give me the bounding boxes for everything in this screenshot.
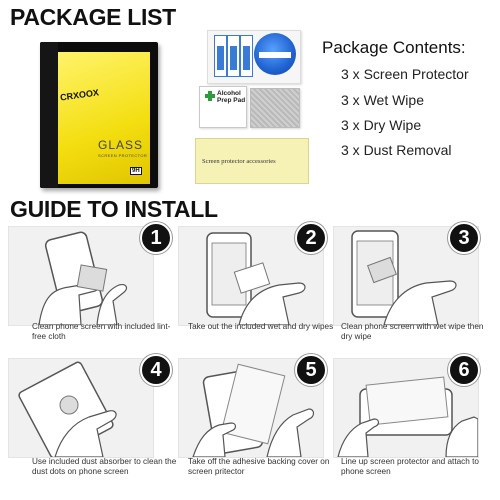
step-number-badge: 6: [448, 354, 480, 386]
envelope-label: Screen protector accessories: [202, 158, 276, 165]
accessories-envelope: [195, 138, 309, 184]
box-yellow-panel: [58, 52, 150, 184]
box-hardness: 9H: [132, 168, 140, 174]
step-4-illustration: [8, 358, 154, 458]
step-caption: Use included dust absorber to clean the dust dots on phone screen: [32, 457, 177, 476]
cleaning-cloth: [250, 88, 300, 128]
step-caption: Line up screen protector and attach to phone screen: [341, 457, 479, 476]
dust-absorber-disc: [254, 33, 296, 75]
product-box-image: [40, 42, 158, 188]
step-caption: Clean phone screen with wet wipe then dry wipe: [341, 322, 484, 341]
guide-heading: GUIDE TO INSTALL: [10, 196, 218, 222]
step-number-badge: 5: [295, 354, 327, 386]
step-number-badge: 3: [448, 222, 480, 254]
box-subtitle: SCREEN PROTECTOR: [98, 153, 148, 158]
package-contents-item: 3 x Dry Wipe: [341, 117, 422, 133]
step-number-badge: 2: [295, 222, 327, 254]
sticker-strip: [240, 35, 253, 77]
step-caption: Take off the adhesive backing cover on screen pritector: [188, 457, 330, 476]
package-contents-item: 3 x Screen Protector: [341, 66, 469, 82]
package-contents-title: Package Contents:: [322, 38, 466, 57]
box-brand-logo: CRXOOX: [59, 87, 100, 103]
alcohol-prep-pad: [199, 86, 247, 128]
step-1-illustration: [8, 226, 154, 326]
package-contents-item: 3 x Dust Removal: [341, 142, 452, 158]
box-side: [40, 42, 58, 188]
sticker-strip: [227, 35, 240, 77]
step-number-badge: 1: [140, 222, 172, 254]
cross-icon: [205, 91, 215, 101]
box-product-name: GLASS: [98, 138, 144, 152]
sticker-strip: [214, 35, 227, 77]
prep-pad-label: Alcohol Prep Pad: [217, 90, 246, 104]
step-number-badge: 4: [140, 354, 172, 386]
step-caption: Take out the included wet and dry wipes: [188, 322, 334, 331]
dust-removal-stickers: [207, 30, 301, 84]
package-list-heading: PACKAGE LIST: [10, 4, 176, 30]
step-caption: Clean phone screen with included lint-free cloth: [32, 322, 171, 341]
package-contents-item: 3 x Wet Wipe: [341, 92, 424, 108]
